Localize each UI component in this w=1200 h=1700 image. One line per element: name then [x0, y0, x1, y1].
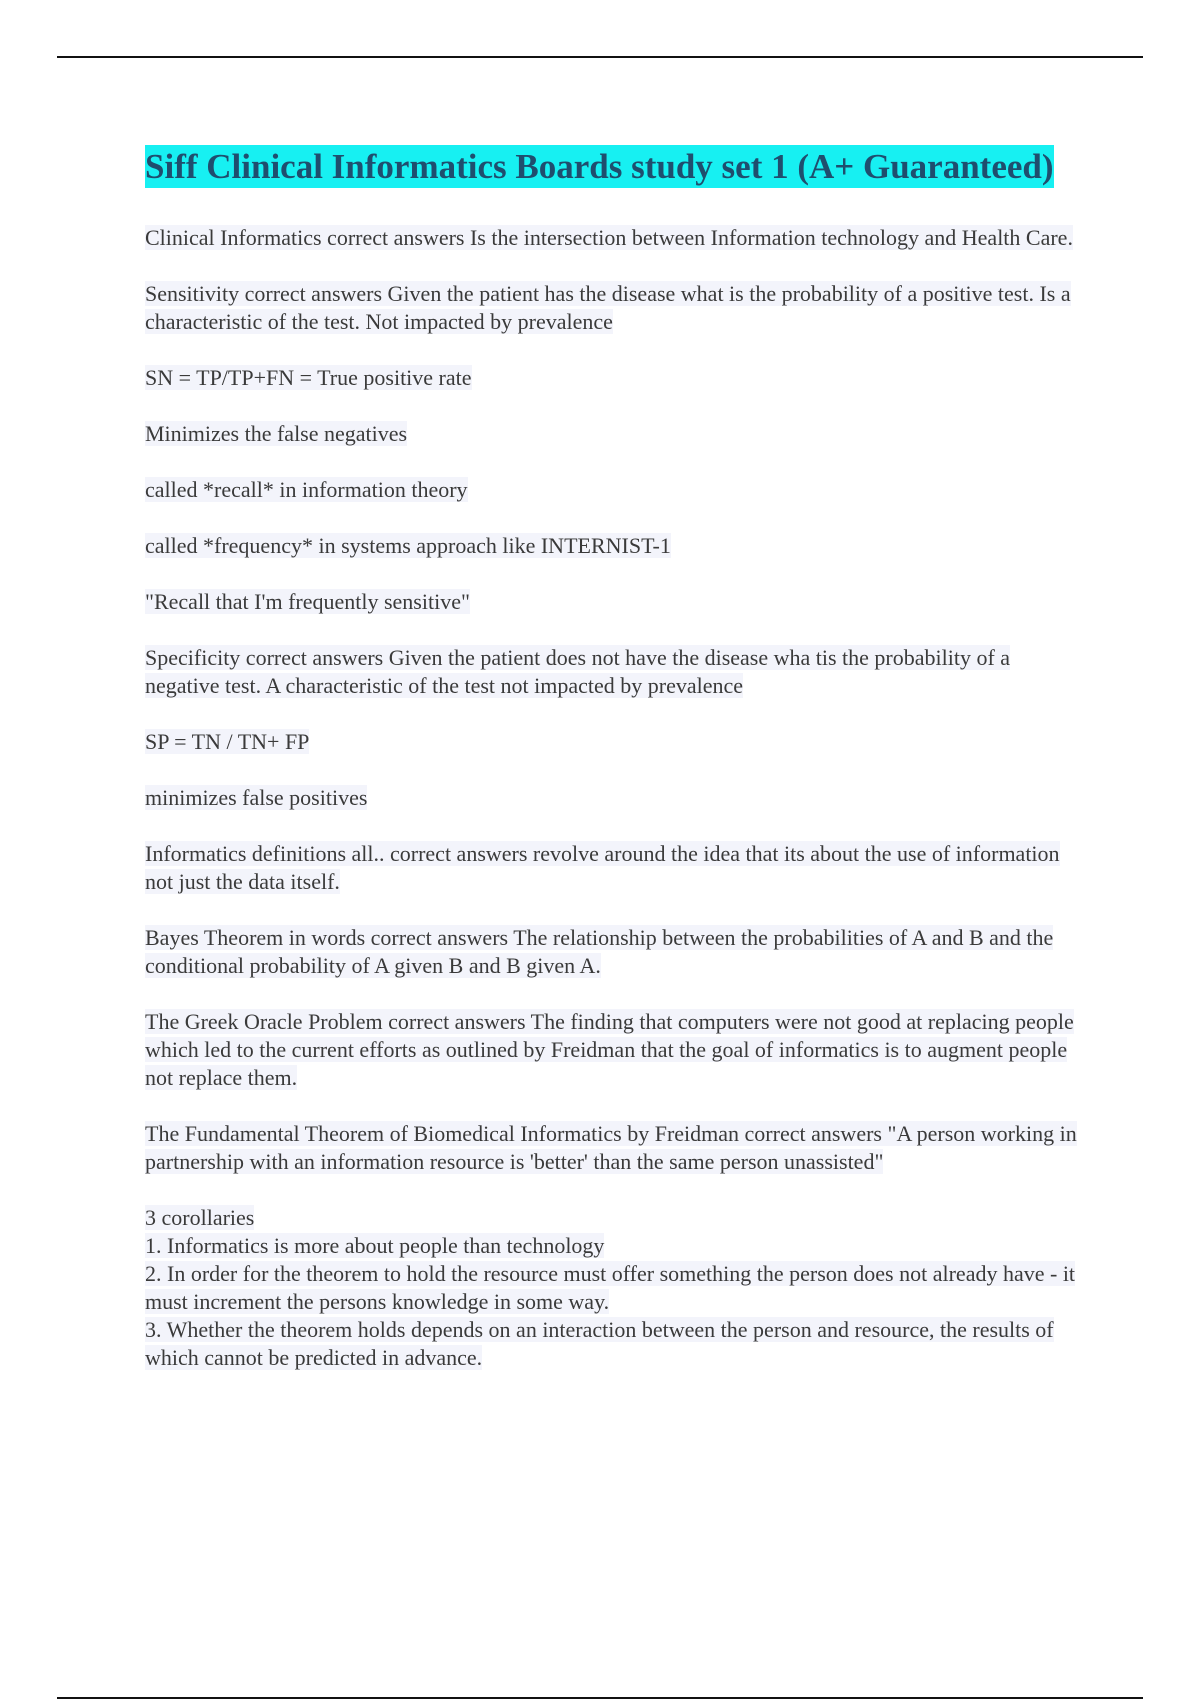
corollary-item [145, 1260, 1090, 1316]
paragraph-text: The Fundamental Theorem of Biomedical Informatics by Freidman correct answers "A person working in partnership with an information resource is 'better' than the same person unassisted" [145, 1121, 1077, 1174]
paragraph-text: called *frequency* in systems approach like INTERNIST-1 [145, 533, 671, 558]
corollaries-block [145, 1204, 1090, 1372]
corollaries-heading-text: 3 corollaries [145, 1205, 255, 1230]
paragraph-clinical-informatics [145, 224, 1090, 252]
paragraph-text: Specificity correct answers Given the patient does not have the disease wha tis the probability of a negative test. A characteristic of the test not impacted by prevalence [145, 645, 1011, 698]
corollaries-heading [145, 1204, 1090, 1232]
paragraph-fundamental-theorem [145, 1120, 1090, 1176]
corollary-item-text: 2. In order for the theorem to hold the resource must offer something the person does not already have - it must increment the persons knowledge in some way. [145, 1261, 1076, 1314]
paragraph-text: Sensitivity correct answers Given the patient has the disease what is the probability of a positive test. Is a characteristic of the test. Not impacted by prevalence [145, 281, 1071, 334]
corollary-item [145, 1232, 1090, 1260]
paragraph-recall [145, 476, 1090, 504]
paragraph-sp-formula [145, 728, 1090, 756]
paragraph-text: Minimizes the false negatives [145, 421, 408, 446]
bottom-rule [57, 1697, 1143, 1699]
document-title: Siff Clinical Informatics Boards study set 1 (A+ Guaranteed) [145, 147, 1054, 186]
paragraph-sensitivity [145, 280, 1090, 336]
corollary-item-text: 1. Informatics is more about people than technology [145, 1233, 605, 1258]
paragraph-text: SP = TN / TN+ FP [145, 729, 310, 754]
paragraph-text: Informatics definitions all.. correct answers revolve around the idea that its about the use of information not just the data itself. [145, 841, 1060, 894]
paragraph-greek-oracle [145, 1008, 1090, 1092]
paragraph-specificity [145, 644, 1090, 700]
paragraph-text: Clinical Informatics correct answers Is the intersection between Information technology and Health Care. [145, 225, 1073, 250]
corollary-item-text: 3. Whether the theorem holds depends on an interaction between the person and resource, the results of which cannot be predicted in advance. [145, 1317, 1054, 1370]
paragraph-text: "Recall that I'm frequently sensitive" [145, 589, 470, 614]
paragraph-informatics-definitions [145, 840, 1090, 896]
paragraph-text: Bayes Theorem in words correct answers The relationship between the probabilities of A and B and the conditional probability of A given B and B given A. [145, 925, 1054, 978]
title-block [145, 143, 1090, 198]
top-rule [57, 56, 1143, 58]
paragraph-text: The Greek Oracle Problem correct answers The finding that computers were not good at replacing people which led to the current efforts as outlined by Freidman that the goal of informatics is to augment people not replace them. [145, 1009, 1074, 1090]
paragraph-frequency [145, 532, 1090, 560]
paragraph-sn-formula [145, 364, 1090, 392]
paragraph-text: SN = TP/TP+FN = True positive rate [145, 365, 472, 390]
corollary-item [145, 1316, 1090, 1372]
paragraph-text: called *recall* in information theory [145, 477, 468, 502]
paragraph-mnemonic [145, 588, 1090, 616]
paragraph-minimizes-false-positives [145, 784, 1090, 812]
paragraph-bayes-theorem [145, 924, 1090, 980]
document-body [145, 143, 1090, 1400]
paragraph-minimizes-false-negatives [145, 420, 1090, 448]
paragraph-text: minimizes false positives [145, 785, 368, 810]
